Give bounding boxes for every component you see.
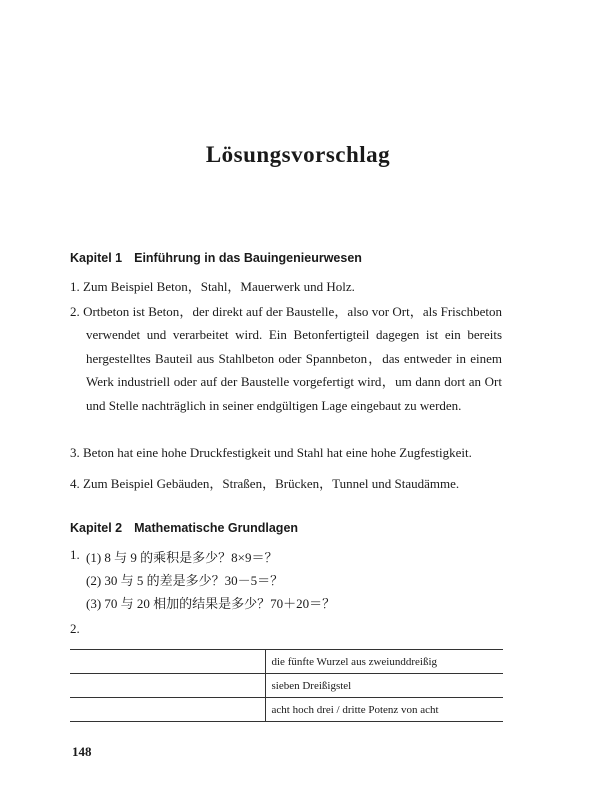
chapter-2-heading: [70, 521, 298, 535]
chapter-2-number: Kapitel 2: [70, 521, 123, 535]
table-cell-blank: [70, 650, 265, 674]
chapter-2-q2-prefix: 2.: [70, 621, 80, 636]
page-number: 148: [72, 744, 92, 759]
table-cell-text: sieben Dreißigstel: [265, 674, 503, 698]
chapter-1-number: Kapitel 1: [70, 251, 123, 265]
table-cell-text: die fünfte Wurzel aus zweiunddreißig: [265, 650, 503, 674]
answer-table: [70, 649, 503, 722]
chapter-2-title: Mathematische Grundlagen: [134, 521, 299, 535]
chapter-1-answer-3: 3. Beton hat eine hohe Druckfestigkeit und Stahl hat eine hohe Zugfestigkeit.: [70, 445, 472, 460]
table-row: [70, 650, 503, 674]
table-cell-blank: [70, 698, 265, 722]
chapter-1-answer-2: 2. Ortbeton ist Beton，der direkt auf der Baustelle，also vor Ort，als Frischbeton verwendet und verarbeitet wird. Ein Betonfertigteil dagegen ist ein bereits hergestelltes Bauteil aus Stahlbeton oder Spannbeton，das entweder in einem Werk industriell oder auf der Baustelle vorgefertigt wird，um dann dort an Ort und Stelle nachträglich in seiner endgültigen Lage eingebaut zu werden.: [70, 304, 502, 413]
chapter-2-q1-item-1: (1) 8 与 9 的乘积是多少？8×9＝？: [86, 550, 278, 565]
chapter-1-heading: [70, 251, 362, 265]
chapter-1-answer-4: 4. Zum Beispiel Gebäuden，Straßen，Brücken，Tunnel und Staudämme.: [70, 476, 460, 491]
chapter-2-q1-prefix: 1.: [70, 547, 80, 562]
chapter-2-q1-item-3: (3) 70 与 20 相加的结果是多少？70＋20＝？: [86, 596, 336, 611]
table-row: [70, 698, 503, 722]
table-row: [70, 674, 503, 698]
table-cell-blank: [70, 674, 265, 698]
page-title: Lösungsvorschlag: [205, 142, 391, 167]
table-cell-text: acht hoch drei / dritte Potenz von acht: [265, 698, 503, 722]
chapter-1-title: Einführung in das Bauingenieurwesen: [134, 251, 362, 265]
chapter-1-answer-1: 1. Zum Beispiel Beton，Stahl，Mauerwerk und Holz.: [70, 279, 355, 294]
chapter-2-q1-item-2: (2) 30 与 5 的差是多少？30－5＝？: [86, 573, 284, 588]
